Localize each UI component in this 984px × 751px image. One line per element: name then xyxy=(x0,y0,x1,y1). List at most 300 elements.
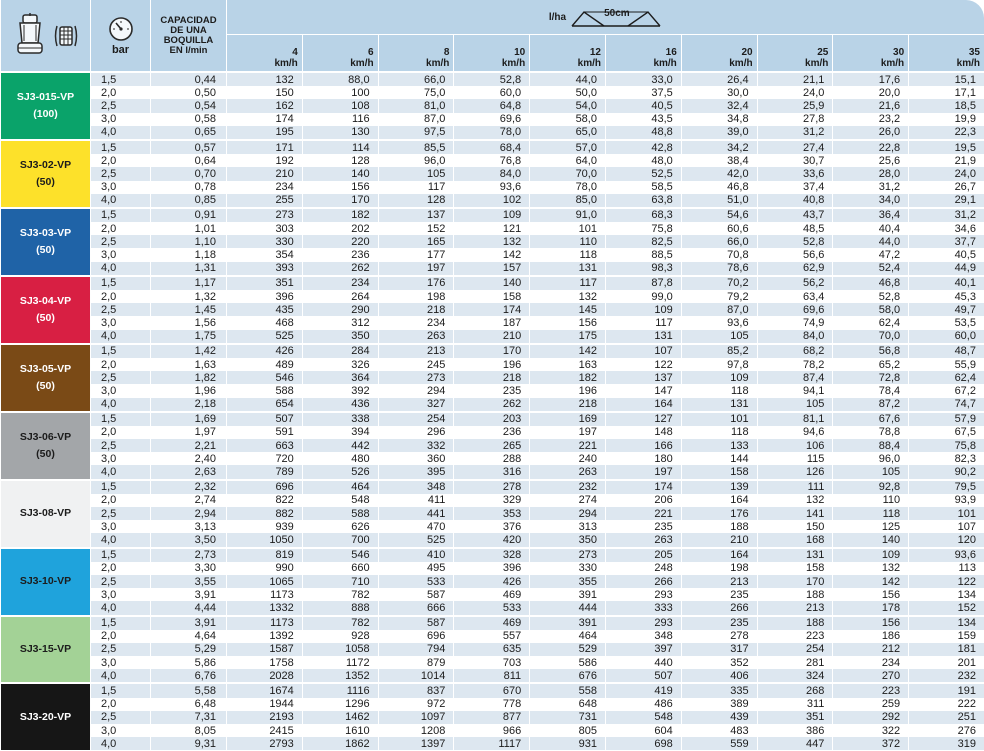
rate-cell: 48,5 xyxy=(757,222,833,235)
rate-cell: 276 xyxy=(909,724,984,737)
rate-cell: 116 xyxy=(302,113,378,126)
table-row xyxy=(1,724,984,737)
rate-cell: 99,0 xyxy=(605,290,681,303)
rate-cell: 43,5 xyxy=(605,113,681,126)
rate-cell: 57,0 xyxy=(530,140,606,154)
rate-cell: 21,1 xyxy=(757,72,833,86)
rate-cell: 110 xyxy=(833,494,909,507)
rate-cell: 144 xyxy=(681,452,757,465)
rate-cell: 139 xyxy=(681,480,757,494)
rate-cell: 157 xyxy=(454,262,530,276)
table-row xyxy=(1,222,984,235)
rate-cell: 76,8 xyxy=(454,154,530,167)
rate-cell: 85,2 xyxy=(681,344,757,358)
rate-cell: 990 xyxy=(227,562,303,575)
rate-cell: 274 xyxy=(530,494,606,507)
pressure-cell: 2,5 xyxy=(91,235,151,248)
rate-cell: 156 xyxy=(530,316,606,329)
rate-cell: 137 xyxy=(605,371,681,384)
rate-cell: 68,2 xyxy=(757,344,833,358)
rate-cell: 255 xyxy=(227,194,303,208)
rate-cell: 176 xyxy=(378,276,454,290)
rate-cell: 42,0 xyxy=(681,167,757,180)
nozzle-code: SJ3-15-VP xyxy=(1,641,90,658)
rate-cell: 122 xyxy=(909,575,984,588)
table-row xyxy=(1,630,984,643)
rate-cell: 587 xyxy=(378,588,454,601)
rate-cell: 152 xyxy=(909,601,984,615)
rate-cell: 68,4 xyxy=(454,140,530,154)
capacity-cell: 1,42 xyxy=(151,344,227,358)
rate-cell: 152 xyxy=(378,222,454,235)
rate-cell: 176 xyxy=(681,507,757,520)
rate-cell: 223 xyxy=(757,630,833,643)
rate-cell: 31,2 xyxy=(909,208,984,222)
pressure-cell: 4,0 xyxy=(91,533,151,547)
rate-cell: 218 xyxy=(378,303,454,316)
rate-cell: 69,6 xyxy=(757,303,833,316)
rate-cell: 819 xyxy=(227,548,303,562)
rate-cell: 696 xyxy=(227,480,303,494)
rate-cell: 426 xyxy=(454,575,530,588)
capacity-cell: 9,31 xyxy=(151,737,227,750)
rate-cell: 131 xyxy=(757,548,833,562)
rate-cell: 319 xyxy=(909,737,984,750)
rate-cell: 335 xyxy=(681,683,757,697)
table-row xyxy=(1,656,984,669)
pressure-cell: 3,0 xyxy=(91,452,151,465)
speed-unit: km/h xyxy=(426,58,449,69)
nozzle-code: SJ3-03-VP xyxy=(1,225,90,242)
rate-cell: 37,5 xyxy=(605,86,681,99)
rate-cell: 939 xyxy=(227,520,303,533)
pressure-cell: 3,0 xyxy=(91,181,151,194)
rate-cell: 266 xyxy=(605,575,681,588)
rate-cell: 259 xyxy=(833,698,909,711)
pressure-cell: 2,0 xyxy=(91,698,151,711)
rate-cell: 24,0 xyxy=(909,167,984,180)
rate-cell: 666 xyxy=(378,601,454,615)
speed-column-header xyxy=(227,35,303,73)
rate-cell: 273 xyxy=(227,208,303,222)
nozzle-body-icon xyxy=(13,13,47,59)
rate-cell: 137 xyxy=(378,208,454,222)
nozzle-color-cell xyxy=(1,208,91,276)
rate-cell: 156 xyxy=(833,588,909,601)
capacity-cell: 0,50 xyxy=(151,86,227,99)
rate-cell: 236 xyxy=(454,426,530,439)
rate-cell: 329 xyxy=(454,494,530,507)
rate-cell: 311 xyxy=(757,698,833,711)
rate-cell: 1758 xyxy=(227,656,303,669)
nozzle-code: SJ3-015-VP xyxy=(1,89,90,106)
rate-cell: 210 xyxy=(681,533,757,547)
rate-cell: 156 xyxy=(302,181,378,194)
rate-cell: 1352 xyxy=(302,669,378,683)
table-row xyxy=(1,316,984,329)
rate-cell: 350 xyxy=(302,330,378,344)
rate-cell: 837 xyxy=(378,683,454,697)
pressure-gauge-icon xyxy=(108,16,134,42)
rate-cell: 33,6 xyxy=(757,167,833,180)
rate-cell: 23,2 xyxy=(833,113,909,126)
rate-cell: 166 xyxy=(605,439,681,452)
capacity-cell: 1,75 xyxy=(151,330,227,344)
capacity-cell: 0,58 xyxy=(151,113,227,126)
rate-cell: 328 xyxy=(454,548,530,562)
rate-cell: 648 xyxy=(530,698,606,711)
table-row xyxy=(1,711,984,724)
rate-cell: 317 xyxy=(681,643,757,656)
rate-cell: 376 xyxy=(454,520,530,533)
rate-cell: 131 xyxy=(681,398,757,412)
rate-cell: 60,6 xyxy=(681,222,757,235)
rate-cell: 163 xyxy=(530,358,606,371)
rate-cell: 111 xyxy=(757,480,833,494)
rate-cell: 158 xyxy=(681,465,757,479)
rate-cell: 191 xyxy=(909,683,984,697)
rate-cell: 132 xyxy=(227,72,303,86)
rate-cell: 100 xyxy=(302,86,378,99)
pressure-cell: 4,0 xyxy=(91,465,151,479)
rate-cell: 394 xyxy=(302,426,378,439)
rate-cell: 85,5 xyxy=(378,140,454,154)
rate-cell: 118 xyxy=(681,426,757,439)
capacity-cell: 2,40 xyxy=(151,452,227,465)
rate-cell: 218 xyxy=(530,398,606,412)
rate-cell: 78,6 xyxy=(681,262,757,276)
application-rate-header xyxy=(227,0,984,35)
filter-mesh: (100) xyxy=(1,106,90,123)
rate-cell: 133 xyxy=(681,439,757,452)
capacity-cell: 1,97 xyxy=(151,426,227,439)
rate-cell: 1462 xyxy=(302,711,378,724)
capacity-cell: 1,82 xyxy=(151,371,227,384)
rate-cell: 25,9 xyxy=(757,99,833,112)
table-row xyxy=(1,113,984,126)
rate-cell: 1058 xyxy=(302,643,378,656)
rate-cell: 192 xyxy=(227,154,303,167)
rate-cell: 132 xyxy=(454,235,530,248)
rate-cell: 1296 xyxy=(302,698,378,711)
table-row xyxy=(1,643,984,656)
rate-cell: 120 xyxy=(909,533,984,547)
pressure-cell: 3,0 xyxy=(91,316,151,329)
rate-cell: 121 xyxy=(454,222,530,235)
rate-cell: 87,0 xyxy=(378,113,454,126)
rate-cell: 420 xyxy=(454,533,530,547)
rate-cell: 56,8 xyxy=(833,344,909,358)
capacity-cell: 6,76 xyxy=(151,669,227,683)
speed-value: 30 xyxy=(893,47,904,58)
pressure-cell: 2,5 xyxy=(91,439,151,452)
table-row xyxy=(1,126,984,140)
rate-cell: 364 xyxy=(302,371,378,384)
rate-cell: 293 xyxy=(605,588,681,601)
rate-cell: 105 xyxy=(681,330,757,344)
rate-cell: 127 xyxy=(605,412,681,426)
capacity-cell: 4,64 xyxy=(151,630,227,643)
speed-column-header xyxy=(909,35,984,73)
pressure-cell: 1,5 xyxy=(91,140,151,154)
nozzle-code: SJ3-06-VP xyxy=(1,429,90,446)
rate-cell: 972 xyxy=(378,698,454,711)
rate-cell: 303 xyxy=(227,222,303,235)
rate-cell: 147 xyxy=(605,384,681,397)
rate-cell: 397 xyxy=(605,643,681,656)
table-row xyxy=(1,698,984,711)
rate-cell: 262 xyxy=(302,262,378,276)
rate-cell: 168 xyxy=(757,533,833,547)
rate-cell: 354 xyxy=(227,248,303,261)
pressure-cell: 1,5 xyxy=(91,548,151,562)
rate-cell: 93,9 xyxy=(909,494,984,507)
rate-cell: 548 xyxy=(302,494,378,507)
rate-cell: 102 xyxy=(454,194,530,208)
rate-cell: 263 xyxy=(378,330,454,344)
rate-cell: 201 xyxy=(909,656,984,669)
rate-cell: 395 xyxy=(378,465,454,479)
rate-cell: 1117 xyxy=(454,737,530,750)
rate-cell: 526 xyxy=(302,465,378,479)
table-row xyxy=(1,384,984,397)
table-row xyxy=(1,439,984,452)
rate-cell: 52,8 xyxy=(833,290,909,303)
nozzle-code: SJ3-08-VP xyxy=(1,505,90,522)
rate-cell: 64,0 xyxy=(530,154,606,167)
rate-cell: 469 xyxy=(454,588,530,601)
pressure-cell: 2,5 xyxy=(91,303,151,316)
rate-cell: 55,9 xyxy=(909,358,984,371)
rate-cell: 60,0 xyxy=(909,330,984,344)
filter-mesh: (50) xyxy=(1,378,90,395)
rate-cell: 44,0 xyxy=(833,235,909,248)
capacity-cell: 2,74 xyxy=(151,494,227,507)
rate-cell: 188 xyxy=(681,520,757,533)
rate-cell: 117 xyxy=(378,181,454,194)
capacity-cell: 0,70 xyxy=(151,167,227,180)
rate-cell: 195 xyxy=(227,126,303,140)
rate-cell: 327 xyxy=(378,398,454,412)
rate-cell: 386 xyxy=(757,724,833,737)
rate-cell: 391 xyxy=(530,588,606,601)
rate-cell: 96,0 xyxy=(378,154,454,167)
rate-cell: 235 xyxy=(454,384,530,397)
rate-cell: 213 xyxy=(681,575,757,588)
rate-cell: 93,6 xyxy=(681,316,757,329)
pressure-cell: 3,0 xyxy=(91,588,151,601)
rate-cell: 175 xyxy=(530,330,606,344)
rate-cell: 75,8 xyxy=(909,439,984,452)
capacity-cell: 2,63 xyxy=(151,465,227,479)
speed-column-header xyxy=(530,35,606,73)
table-row xyxy=(1,520,984,533)
table-row xyxy=(1,683,984,697)
rate-cell: 109 xyxy=(454,208,530,222)
rate-cell: 882 xyxy=(227,507,303,520)
rate-cell: 254 xyxy=(378,412,454,426)
pressure-cell: 1,5 xyxy=(91,276,151,290)
capacity-cell: 2,32 xyxy=(151,480,227,494)
rate-cell: 700 xyxy=(302,533,378,547)
speed-unit: km/h xyxy=(502,58,525,69)
rate-cell: 266 xyxy=(681,601,757,615)
rate-cell: 17,1 xyxy=(909,86,984,99)
rate-cell: 222 xyxy=(909,698,984,711)
rate-cell: 107 xyxy=(909,520,984,533)
nozzle-code: SJ3-10-VP xyxy=(1,573,90,590)
rate-cell: 525 xyxy=(227,330,303,344)
rate-cell: 439 xyxy=(681,711,757,724)
rate-cell: 486 xyxy=(605,698,681,711)
rate-cell: 218 xyxy=(454,371,530,384)
rate-cell: 26,7 xyxy=(909,181,984,194)
rate-cell: 169 xyxy=(530,412,606,426)
table-row xyxy=(1,465,984,479)
rate-cell: 109 xyxy=(605,303,681,316)
rate-cell: 181 xyxy=(909,643,984,656)
speed-value: 20 xyxy=(741,47,752,58)
rate-cell: 101 xyxy=(530,222,606,235)
rate-cell: 158 xyxy=(454,290,530,303)
table-row xyxy=(1,507,984,520)
capacity-cell: 3,91 xyxy=(151,616,227,630)
rate-cell: 97,5 xyxy=(378,126,454,140)
rate-cell: 254 xyxy=(757,643,833,656)
rate-cell: 263 xyxy=(605,533,681,547)
rate-cell: 87,2 xyxy=(833,398,909,412)
rate-cell: 40,1 xyxy=(909,276,984,290)
pressure-cell: 2,5 xyxy=(91,167,151,180)
rate-cell: 32,4 xyxy=(681,99,757,112)
rate-cell: 196 xyxy=(454,358,530,371)
rate-cell: 49,7 xyxy=(909,303,984,316)
rate-cell: 931 xyxy=(530,737,606,750)
table-row xyxy=(1,262,984,276)
rate-cell: 355 xyxy=(530,575,606,588)
rate-cell: 52,8 xyxy=(757,235,833,248)
rate-cell: 18,5 xyxy=(909,99,984,112)
rate-cell: 442 xyxy=(302,439,378,452)
rate-cell: 1097 xyxy=(378,711,454,724)
capacity-cell: 1,63 xyxy=(151,358,227,371)
capacity-cell: 0,57 xyxy=(151,140,227,154)
rate-cell: 507 xyxy=(605,669,681,683)
filter-mesh: (50) xyxy=(1,446,90,463)
capacity-cell: 1,17 xyxy=(151,276,227,290)
rate-cell: 67,2 xyxy=(909,384,984,397)
rate-cell: 28,0 xyxy=(833,167,909,180)
rate-cell: 557 xyxy=(454,630,530,643)
table-row xyxy=(1,562,984,575)
rate-cell: 352 xyxy=(681,656,757,669)
table-row xyxy=(1,194,984,208)
rate-cell: 128 xyxy=(378,194,454,208)
rate-cell: 70,0 xyxy=(833,330,909,344)
rate-cell: 47,2 xyxy=(833,248,909,261)
rate-cell: 106 xyxy=(757,439,833,452)
rate-cell: 419 xyxy=(605,683,681,697)
rate-cell: 489 xyxy=(227,358,303,371)
pressure-cell: 2,5 xyxy=(91,371,151,384)
rate-cell: 145 xyxy=(530,303,606,316)
rate-cell: 21,6 xyxy=(833,99,909,112)
rate-cell: 888 xyxy=(302,601,378,615)
rate-cell: 170 xyxy=(757,575,833,588)
nozzle-color-cell xyxy=(1,412,91,480)
rate-cell: 65,0 xyxy=(530,126,606,140)
nozzle-color-cell xyxy=(1,140,91,208)
nozzle-code: SJ3-05-VP xyxy=(1,361,90,378)
rate-cell: 548 xyxy=(605,711,681,724)
rate-cell: 223 xyxy=(833,683,909,697)
rate-cell: 396 xyxy=(454,562,530,575)
rate-cell: 142 xyxy=(530,344,606,358)
table-row xyxy=(1,452,984,465)
capacity-label-line-4: EN l/min xyxy=(169,45,207,56)
rate-cell: 132 xyxy=(757,494,833,507)
rate-cell: 78,0 xyxy=(454,126,530,140)
speed-column-header xyxy=(302,35,378,73)
rate-cell: 720 xyxy=(227,452,303,465)
rate-cell: 546 xyxy=(302,548,378,562)
table-row xyxy=(1,480,984,494)
rate-cell: 180 xyxy=(605,452,681,465)
rate-cell: 263 xyxy=(530,465,606,479)
table-row xyxy=(1,669,984,683)
rate-cell: 879 xyxy=(378,656,454,669)
pressure-cell: 3,0 xyxy=(91,520,151,533)
rate-cell: 36,4 xyxy=(833,208,909,222)
rate-cell: 588 xyxy=(227,384,303,397)
rate-cell: 284 xyxy=(302,344,378,358)
rate-cell: 262 xyxy=(454,398,530,412)
rate-cell: 198 xyxy=(378,290,454,303)
pressure-cell: 4,0 xyxy=(91,330,151,344)
rate-cell: 436 xyxy=(302,398,378,412)
pressure-cell: 4,0 xyxy=(91,737,151,750)
rate-cell: 78,2 xyxy=(757,358,833,371)
table-row xyxy=(1,344,984,358)
rate-cell: 130 xyxy=(302,126,378,140)
rate-cell: 38,4 xyxy=(681,154,757,167)
table-row xyxy=(1,412,984,426)
rate-cell: 330 xyxy=(227,235,303,248)
rate-cell: 170 xyxy=(302,194,378,208)
pressure-cell: 2,0 xyxy=(91,154,151,167)
rate-cell: 97,8 xyxy=(681,358,757,371)
speed-unit: km/h xyxy=(653,58,676,69)
rate-cell: 46,8 xyxy=(833,276,909,290)
rate-cell: 17,6 xyxy=(833,72,909,86)
rate-cell: 88,0 xyxy=(302,72,378,86)
rate-cell: 65,2 xyxy=(833,358,909,371)
speed-unit: km/h xyxy=(350,58,373,69)
rate-cell: 131 xyxy=(530,262,606,276)
rate-cell: 44,0 xyxy=(530,72,606,86)
table-body xyxy=(1,72,984,750)
rate-cell: 234 xyxy=(833,656,909,669)
capacity-cell: 6,48 xyxy=(151,698,227,711)
rate-cell: 1014 xyxy=(378,669,454,683)
rate-cell: 70,8 xyxy=(681,248,757,261)
rate-cell: 118 xyxy=(530,248,606,261)
capacity-label-line-1: CAPACIDAD xyxy=(160,15,216,26)
rate-cell: 483 xyxy=(681,724,757,737)
table-row xyxy=(1,99,984,112)
pressure-cell: 4,0 xyxy=(91,194,151,208)
speed-value: 4 xyxy=(292,47,298,58)
